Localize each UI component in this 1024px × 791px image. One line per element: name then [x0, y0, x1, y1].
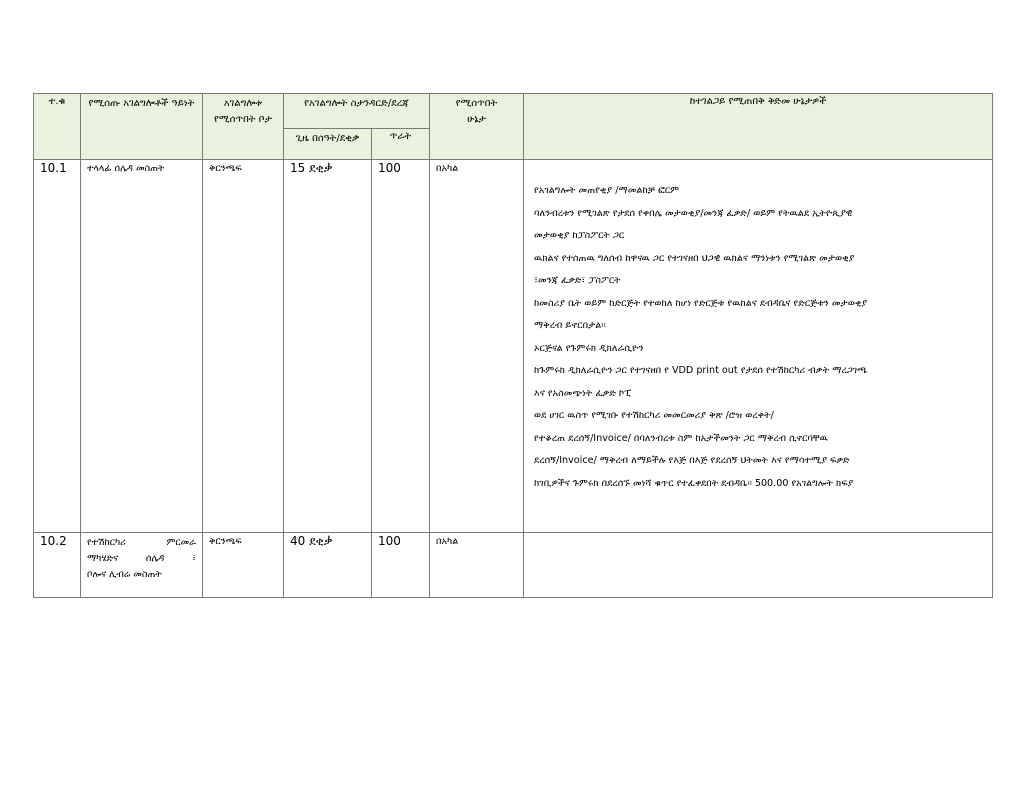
requirement-line: ፣መንጃ ፈቃድ፣ ፓስፖርት: [534, 275, 621, 286]
requirement-line: ማቅረብ ይኖርበታል።: [534, 320, 606, 331]
requirement-line: የተቆረጠ ደረሰኝ/Invoice/ በባለንብረቱ ስም ከአታችመንት ጋር ማቅረብ ሲኖርባቸዉ: [534, 432, 828, 444]
header-quality: ጥራት: [372, 129, 430, 160]
header-service-type: የሚሰጡ አገልግሎቶች ዓይነት: [81, 94, 203, 160]
row-number: 10.2: [34, 533, 81, 598]
requirement-line: ወደ ሀገር ዉስጥ የሚገቡ የተሽከርካሪ መመርመሪያ ቅጽ /ሮዝ ወረቀት/: [534, 410, 774, 421]
service-delivery: በአካል: [430, 160, 524, 533]
requirement-line: ኦርጅናል የጉምሩክ ዲክለራሲዮን: [534, 342, 644, 354]
requirement-line: ደረሰኝ/Invoice/ ማቅረብ ለማይችሉ የእጅ በእጅ የደረሰኝ ህትመት እና የማሳተሚያ ፍቃድ: [534, 455, 850, 466]
requirement-line: መታወቂያ ከፓስፖርት ጋር: [534, 230, 625, 241]
service-type: የተሽከርካሪ ምርመራ ማካሄድና ሰሌዳ ፣ ቦሎና ሊብሬ መስጠት: [81, 533, 203, 598]
service-type: ተላላፊ ሰሌዳ መስጠት: [81, 160, 203, 533]
header-location: አገልግሎቱ የሚሰጥበት ቦታ: [203, 94, 284, 160]
service-quality: 100: [372, 533, 430, 598]
requirement-line: ከገቢዎችና ጉምሩክ በደረሰኙ መነሻ ቁጥር የተፈቀደበት ደብዳቤ። 500.00 የአገልግሎት ክፍያ: [534, 477, 854, 489]
requirement-line: የአገልግሎት መጠየቂያ /ማመልከቻ ፎርም: [534, 185, 680, 196]
service-standard-table: [33, 93, 993, 598]
table-row: [34, 533, 993, 598]
header-delivery: የሚሰጥበት ሁኔታ: [430, 94, 524, 160]
requirement-line: ከጉምሩክ ዲክለራሲዮን ጋር የተገናዘበ የ VDD print out የታደሰ የተሽከርካሪ ብቃት ማረጋገጫ: [534, 365, 868, 376]
service-location: ቅርንጫፍ: [203, 533, 284, 598]
header-requirements: ከተገልጋይ የሚጠበቅ ቅድመ ሁኔታዎች: [524, 94, 993, 160]
header-no: ተ.ቁ: [34, 94, 81, 160]
requirements-list: [524, 533, 993, 598]
requirement-line: ከመስሪያ ቤት ወይም ከድርጅት የተወከለ ከሆነ የድርጅቱ የዉክልና ደብዳቤና የድርጅቱን መታወቂያ: [534, 297, 868, 309]
service-time: 40 ደቂቃ: [284, 533, 372, 598]
service-time: 15 ደቂቃ: [284, 160, 372, 533]
requirement-line: እና የአስመጭነት ፈቃድ ኮፒ: [534, 387, 631, 399]
row-number: 10.1: [34, 160, 81, 533]
requirement-line: ባለንብረቱን የሚገልጽ የታደሰ የቀበሌ መታወቂያ/መንጃ ፈቃድ/ ወይም የትዉልደ ኢትዮጲያዊ: [534, 207, 853, 219]
requirement-line: ዉክልና የተሰጠዉ ግለሰብ ከዋናዉ ጋር የተገናዘበ ህጋዊ ዉክልና ማንነቱን የሚገልጽ መታወቂያ: [534, 252, 855, 264]
requirements-list: [524, 160, 993, 533]
header-time: ጊዜ በሰዓት/ደቂቃ: [284, 129, 372, 160]
header-standard: የአገልግሎት ስታንዳርድ/ደረጃ: [284, 94, 430, 129]
service-delivery: በአካል: [430, 533, 524, 598]
table-row: [34, 160, 993, 533]
service-quality: 100: [372, 160, 430, 533]
service-location: ቅርንጫፍ: [203, 160, 284, 533]
